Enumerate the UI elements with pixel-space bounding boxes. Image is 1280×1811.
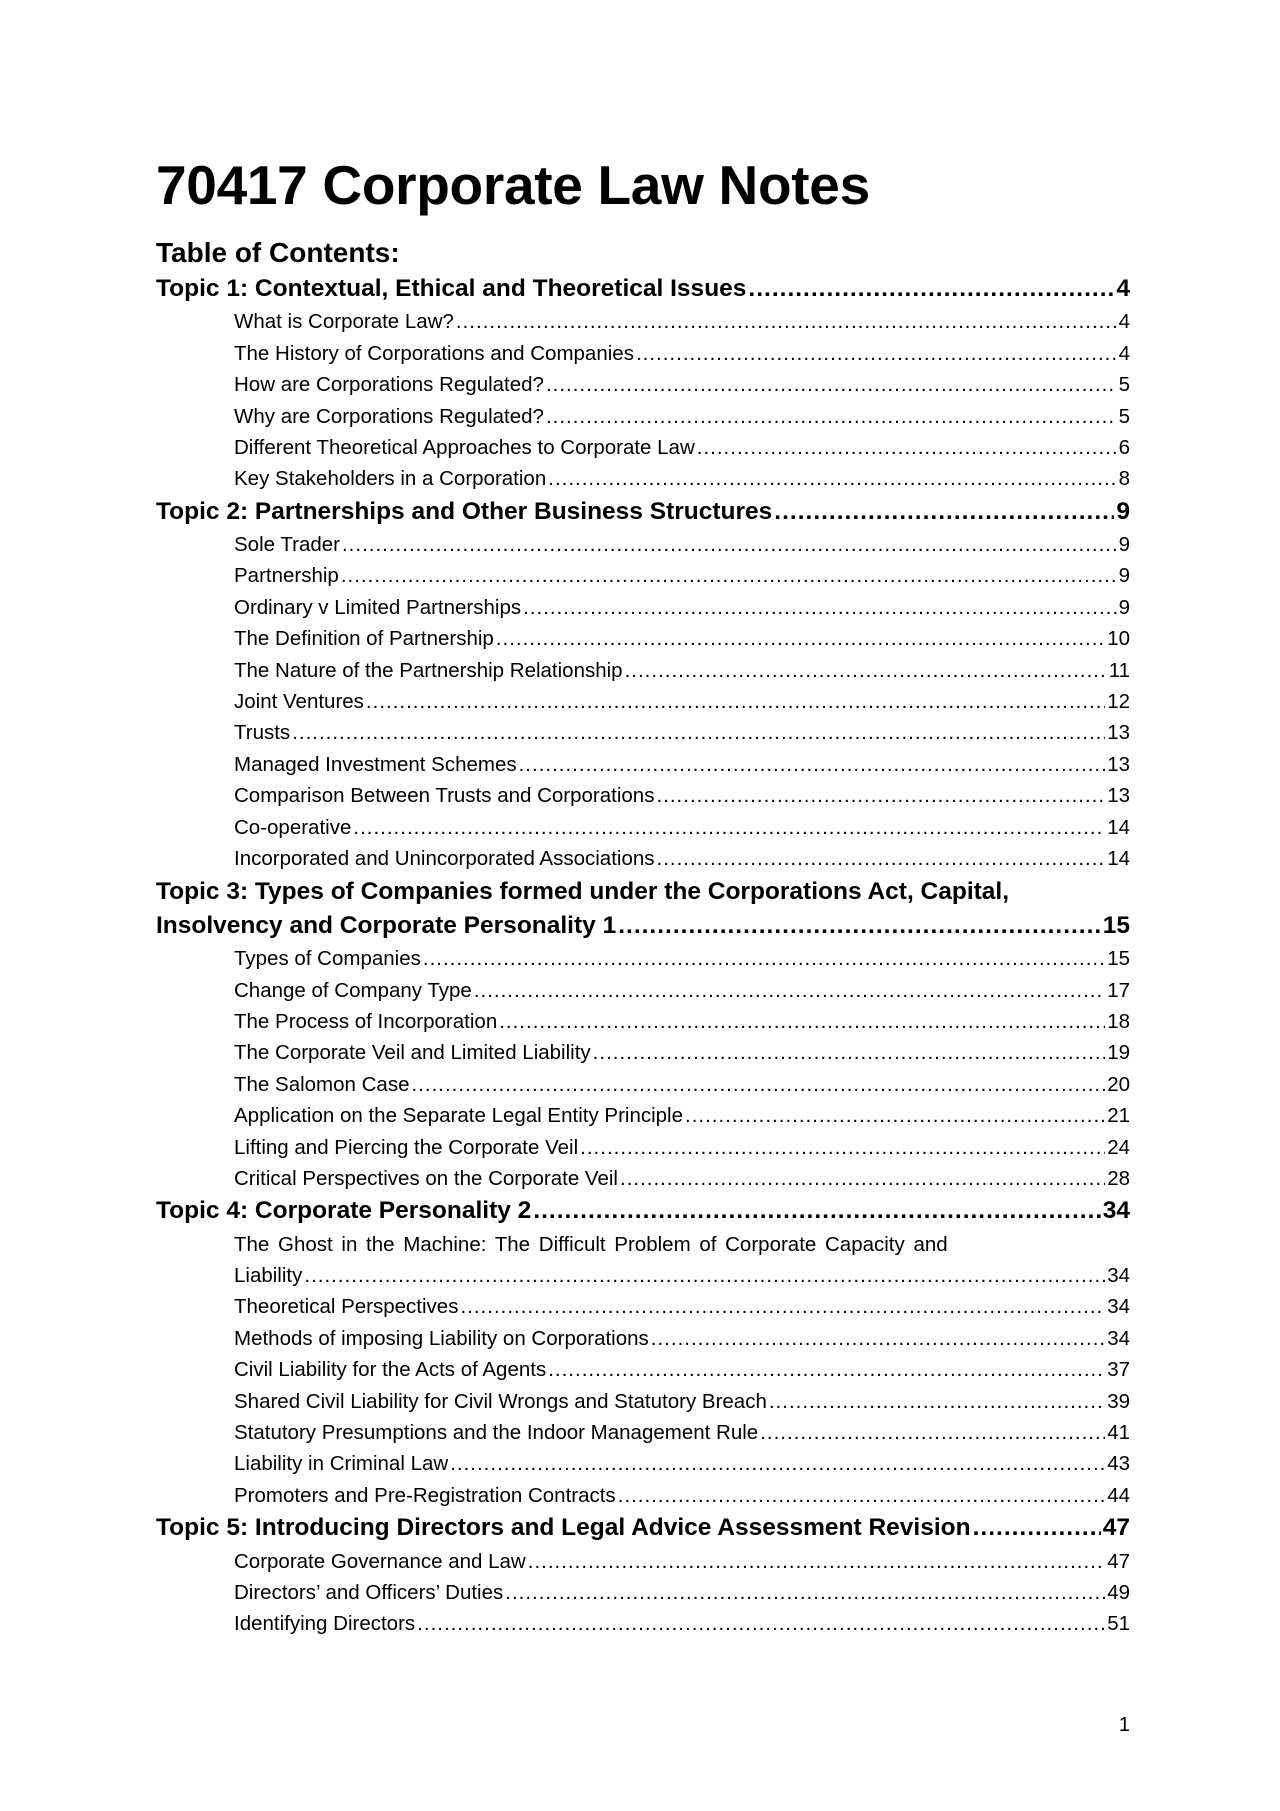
toc-entry[interactable] xyxy=(156,1448,1130,1479)
toc-entry-page: 24 xyxy=(1107,1135,1130,1159)
toc-entry-title: Directors’ and Officers’ Duties xyxy=(234,1581,504,1604)
toc-entry[interactable] xyxy=(156,1132,1130,1163)
toc-entry[interactable] xyxy=(156,717,1130,748)
toc-entry-title-line1: The Ghost in the Machine: The Difficult Problem of Corporate Capacity and xyxy=(234,1232,948,1256)
toc-entry-title: Promoters and Pre-Registration Contracts xyxy=(234,1483,616,1507)
toc-entry-page: 9 xyxy=(1118,564,1130,588)
toc-heading: Table of Contents: xyxy=(156,237,400,268)
toc-entry[interactable] xyxy=(156,1480,1130,1511)
toc-entry-title: The History of Corporations and Companies xyxy=(234,341,634,365)
toc-entry-page: 13 xyxy=(1107,784,1130,808)
toc-entry[interactable] xyxy=(156,529,1130,560)
toc-entry[interactable] xyxy=(156,463,1130,494)
dot-leader xyxy=(620,1163,1105,1194)
toc-topic-2[interactable] xyxy=(156,495,1130,529)
toc-entry-title: Managed Investment Schemes xyxy=(234,752,517,776)
toc-entry[interactable] xyxy=(156,1163,1130,1194)
dot-leader xyxy=(366,686,1105,717)
toc-topic-3[interactable] xyxy=(156,875,1130,944)
table-of-contents xyxy=(156,272,1130,1640)
dot-leader xyxy=(760,1417,1105,1448)
toc-entry-page: 41 xyxy=(1107,1421,1130,1445)
toc-entry[interactable] xyxy=(156,975,1130,1006)
toc-entry[interactable] xyxy=(156,1291,1130,1322)
dot-leader xyxy=(499,1006,1105,1037)
dot-leader xyxy=(341,560,1117,591)
dot-leader xyxy=(342,529,1117,560)
dot-leader xyxy=(546,369,1117,400)
toc-entry[interactable] xyxy=(156,1323,1130,1354)
toc-topic-title-line2: Insolvency and Corporate Personality 1 xyxy=(156,911,617,939)
toc-page-number: 4 xyxy=(1116,275,1130,302)
toc-entry-title: Methods of imposing Liability on Corporations xyxy=(234,1326,649,1350)
toc-entry-title: Joint Ventures xyxy=(234,690,364,714)
toc-topic-title: Topic 2: Partnerships and Other Business Structures xyxy=(156,497,773,525)
toc-entry-title: Co-operative xyxy=(234,815,352,839)
toc-entry-title: Theoretical Perspectives xyxy=(234,1295,459,1319)
toc-entry-page: 5 xyxy=(1118,404,1130,428)
toc-topic-title: Topic 4: Corporate Personality 2 xyxy=(156,1197,532,1225)
toc-entry-wrapped[interactable] xyxy=(156,1229,1130,1292)
dot-leader xyxy=(774,495,1114,529)
toc-entry[interactable] xyxy=(156,655,1130,686)
toc-entry-page: 14 xyxy=(1107,847,1130,871)
toc-entry[interactable] xyxy=(156,369,1130,400)
toc-entry-title: Civil Liability for the Acts of Agents xyxy=(234,1358,547,1382)
dot-leader xyxy=(657,843,1106,874)
toc-page-number: 15 xyxy=(1102,911,1130,939)
dot-leader xyxy=(636,338,1117,369)
toc-entry[interactable] xyxy=(156,1417,1130,1448)
dot-leader xyxy=(697,432,1117,463)
toc-entry-page: 34 xyxy=(1107,1295,1130,1319)
toc-entry[interactable] xyxy=(156,812,1130,843)
toc-entry[interactable] xyxy=(156,623,1130,654)
dot-leader xyxy=(973,1511,1101,1545)
dot-leader xyxy=(656,780,1105,811)
toc-entry[interactable] xyxy=(156,1069,1130,1100)
toc-topic-1[interactable] xyxy=(156,272,1130,306)
toc-topic-5[interactable] xyxy=(156,1511,1130,1545)
document-title: 70417 Corporate Law Notes xyxy=(156,154,870,216)
dot-leader xyxy=(523,592,1116,623)
toc-entry-title: Critical Perspectives on the Corporate Veil xyxy=(234,1166,618,1190)
toc-entry-page: 43 xyxy=(1107,1452,1130,1476)
toc-entry-title: Incorporated and Unincorporated Associations xyxy=(234,847,655,871)
toc-entry-title: Types of Companies xyxy=(234,947,421,971)
dot-leader xyxy=(593,1037,1106,1068)
toc-entry[interactable] xyxy=(156,1006,1130,1037)
toc-entry-page: 21 xyxy=(1107,1104,1130,1128)
toc-entry-page: 44 xyxy=(1107,1483,1130,1507)
toc-entry-title: The Process of Incorporation xyxy=(234,1009,498,1033)
dot-leader xyxy=(423,943,1105,974)
toc-entry[interactable] xyxy=(156,1577,1130,1608)
dot-leader xyxy=(533,1194,1100,1228)
toc-entry-page: 49 xyxy=(1107,1581,1130,1604)
toc-entry-title: Application on the Separate Legal Entity Principle xyxy=(234,1104,684,1128)
toc-entry[interactable] xyxy=(156,843,1130,874)
dot-leader xyxy=(460,1291,1105,1322)
dot-leader xyxy=(450,1448,1105,1479)
dot-leader xyxy=(748,272,1114,306)
toc-entry-page: 15 xyxy=(1107,947,1130,971)
dot-leader xyxy=(546,401,1117,432)
dot-leader xyxy=(685,1100,1105,1131)
dot-leader xyxy=(519,749,1106,780)
toc-topic-4[interactable] xyxy=(156,1194,1130,1228)
toc-entry-title: Comparison Between Trusts and Corporations xyxy=(234,784,655,808)
toc-entry[interactable] xyxy=(156,338,1130,369)
dot-leader xyxy=(505,1577,1105,1608)
dot-leader xyxy=(651,1323,1105,1354)
toc-page-number: 47 xyxy=(1102,1514,1130,1542)
toc-entry-page: 19 xyxy=(1107,1041,1130,1065)
toc-entry[interactable] xyxy=(156,560,1130,591)
toc-entry-title: Shared Civil Liability for Civil Wrongs and Statutory Breach xyxy=(234,1389,767,1413)
toc-entry[interactable] xyxy=(156,592,1130,623)
dot-leader xyxy=(618,909,1101,943)
toc-entry[interactable] xyxy=(156,1037,1130,1068)
dot-leader xyxy=(528,1546,1105,1577)
toc-entry[interactable] xyxy=(156,749,1130,780)
toc-entry[interactable] xyxy=(156,1354,1130,1385)
dot-leader xyxy=(496,623,1105,654)
toc-entry-page: 12 xyxy=(1107,690,1130,714)
toc-entry-page: 8 xyxy=(1118,467,1130,491)
toc-entry-page: 28 xyxy=(1107,1166,1130,1190)
toc-entry-title: Lifting and Piercing the Corporate Veil xyxy=(234,1135,579,1159)
toc-entry[interactable] xyxy=(156,401,1130,432)
toc-entry-page: 37 xyxy=(1107,1358,1130,1382)
toc-entry-title: The Definition of Partnership xyxy=(234,627,494,651)
toc-entry-title: Identifying Directors xyxy=(234,1612,416,1636)
dot-leader xyxy=(353,812,1105,843)
toc-page-number: 34 xyxy=(1102,1197,1130,1225)
dot-leader xyxy=(474,975,1105,1006)
toc-entry-title: Liability in Criminal Law xyxy=(234,1452,449,1476)
toc-entry-page: 13 xyxy=(1107,752,1130,776)
toc-entry-page: 51 xyxy=(1107,1612,1130,1636)
toc-entry-page: 18 xyxy=(1107,1009,1130,1033)
toc-entry-title: Partnership xyxy=(234,564,339,588)
toc-entry-page: 5 xyxy=(1118,373,1130,397)
toc-entry-page: 20 xyxy=(1107,1072,1130,1096)
toc-entry-page: 9 xyxy=(1118,595,1130,619)
toc-entry-page: 34 xyxy=(1107,1264,1130,1288)
dot-leader xyxy=(292,717,1105,748)
toc-entry-page: 10 xyxy=(1107,627,1130,651)
toc-topic-title: Topic 1: Contextual, Ethical and Theoretical Issues xyxy=(156,275,747,302)
toc-entry-title: Sole Trader xyxy=(234,533,340,557)
dot-leader xyxy=(411,1069,1105,1100)
toc-entry-page: 39 xyxy=(1107,1389,1130,1413)
toc-entry[interactable] xyxy=(156,1100,1130,1131)
toc-entry-title: How are Corporations Regulated? xyxy=(234,373,544,397)
toc-entry-title: Statutory Presumptions and the Indoor Management Rule xyxy=(234,1421,759,1445)
toc-entry-title: What is Corporate Law? xyxy=(234,310,454,334)
toc-entry-page: 47 xyxy=(1107,1549,1130,1573)
toc-entry[interactable] xyxy=(156,686,1130,717)
dot-leader xyxy=(548,463,1116,494)
toc-topic-title-line1: Topic 3: Types of Companies formed under the Corporations Act, Capital, xyxy=(156,877,1010,905)
toc-entry[interactable] xyxy=(156,780,1130,811)
toc-entry-page: 13 xyxy=(1107,721,1130,745)
toc-entry-title: Different Theoretical Approaches to Corporate Law xyxy=(234,435,695,459)
toc-entry-page: 4 xyxy=(1118,310,1130,334)
toc-entry-title: Why are Corporations Regulated? xyxy=(234,404,544,428)
toc-entry[interactable] xyxy=(156,306,1130,337)
dot-leader xyxy=(417,1608,1105,1639)
toc-entry-title: Ordinary v Limited Partnerships xyxy=(234,595,522,619)
toc-entry-page: 14 xyxy=(1107,815,1130,839)
page-number: 1 xyxy=(1118,1714,1130,1736)
toc-entry[interactable] xyxy=(156,432,1130,463)
toc-entry-page: 4 xyxy=(1118,341,1130,365)
toc-entry-title: The Salomon Case xyxy=(234,1072,410,1096)
toc-entry-page: 6 xyxy=(1118,435,1130,459)
dot-leader xyxy=(618,1480,1106,1511)
toc-entry-title: Change of Company Type xyxy=(234,978,472,1002)
toc-topic-title: Topic 5: Introducing Directors and Legal Advice Assessment Revision xyxy=(156,1514,971,1542)
dot-leader xyxy=(580,1132,1105,1163)
toc-entry-page: 11 xyxy=(1108,658,1130,682)
toc-entry-title: Trusts xyxy=(234,721,291,745)
toc-entry[interactable] xyxy=(156,1386,1130,1417)
toc-entry[interactable] xyxy=(156,943,1130,974)
toc-entry-title-line2: Liability xyxy=(234,1264,303,1288)
toc-entry-page: 17 xyxy=(1107,978,1130,1002)
toc-entry-title: Corporate Governance and Law xyxy=(234,1549,526,1573)
toc-entry[interactable] xyxy=(156,1546,1130,1577)
dot-leader xyxy=(304,1260,1105,1291)
toc-entry-title: The Corporate Veil and Limited Liability xyxy=(234,1041,591,1065)
dot-leader xyxy=(769,1386,1105,1417)
dot-leader xyxy=(625,655,1107,686)
dot-leader xyxy=(456,306,1117,337)
toc-entry[interactable] xyxy=(156,1608,1130,1639)
toc-entry-page: 9 xyxy=(1118,533,1130,557)
toc-page-number: 9 xyxy=(1116,497,1130,525)
toc-entry-title: Key Stakeholders in a Corporation xyxy=(234,467,547,491)
dot-leader xyxy=(548,1354,1105,1385)
toc-entry-page: 34 xyxy=(1107,1326,1130,1350)
toc-entry-title: The Nature of the Partnership Relationship xyxy=(234,658,623,682)
